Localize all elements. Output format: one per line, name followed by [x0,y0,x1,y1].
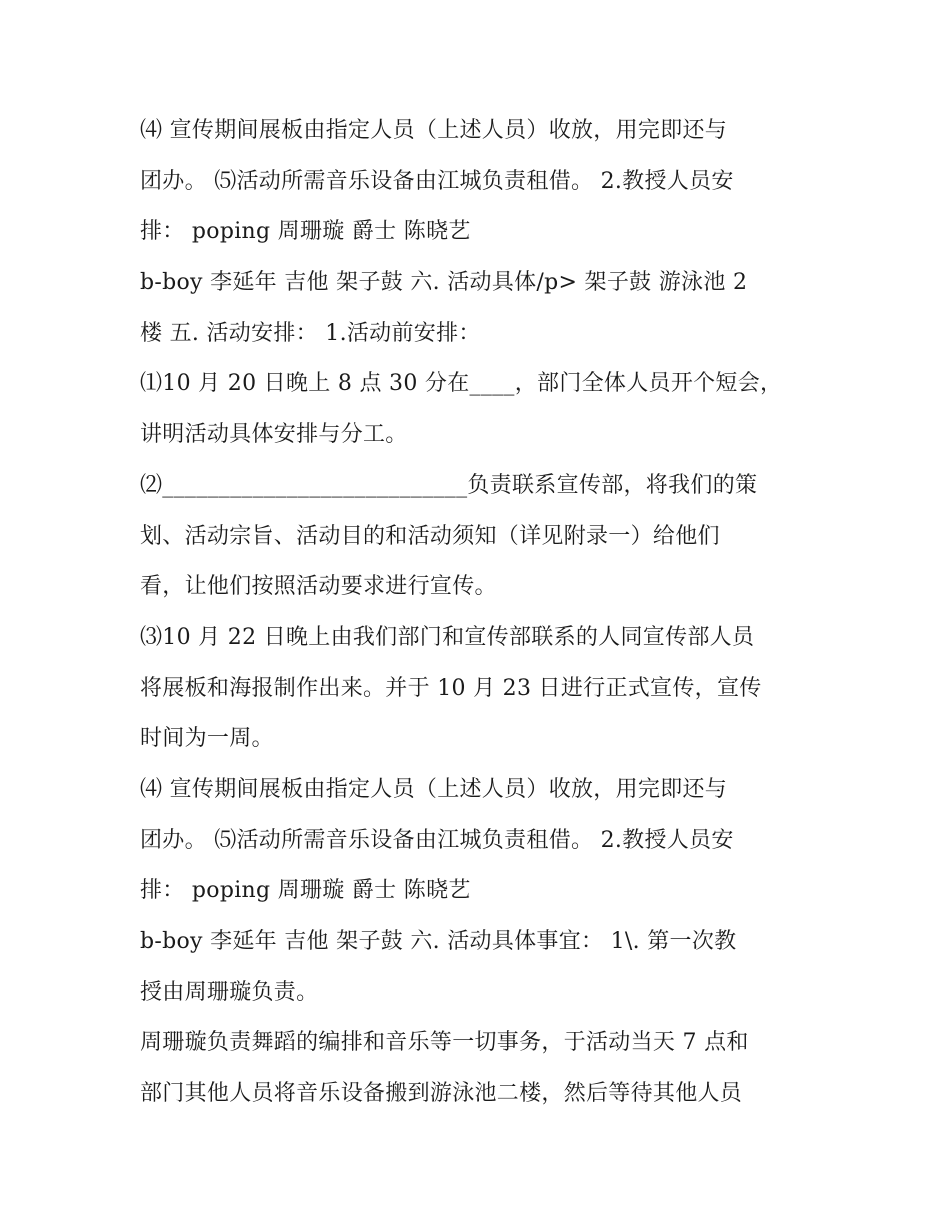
document-body [140,106,820,1120]
text-line: 团办。 ⑸活动所需音乐设备由江城负责租借。 2.教授人员安 [140,168,734,194]
text-line: ⑷ 宣传期间展板由指定人员（上述人员）收放，用完即还与 [140,118,728,143]
text-line: 时间为一周。 [140,726,274,752]
text-line: 看，让他们按照活动要求进行宣传。 [140,574,497,600]
text-line: b-boy 李延年 吉他 架子鼓 六. 活动具体事宜： 1\. 第一次教 [140,929,737,954]
text-line: ⑷ 宣传期间展板由指定人员（上述人员）收放，用完即还与 [140,776,728,802]
text-line: 楼 五. 活动安排： 1.活动前安排： [140,320,481,346]
text-line: 部门其他人员将音乐设备搬到游泳池二楼，然后等待其他人员 [140,1081,743,1107]
text-line: 授由周珊璇负责。 [140,979,319,1005]
text-line: 团办。 ⑸活动所需音乐设备由江城负责租借。 2.教授人员安 [140,827,734,853]
text-line: b-boy 李延年 吉他 架子鼓 六. 活动具体/p> 架子鼓 游泳池 2 [140,270,748,296]
text-line: 讲明活动具体安排与分工。 [140,422,408,448]
text-line: 排： poping 周珊璇 爵士 陈晓艺 [140,219,471,245]
text-line: 划、活动宗旨、活动目的和活动须知（详见附录一）给他们 [140,523,720,549]
text-line: 周珊璇负责舞蹈的编排和音乐等一切事务，于活动当天 7 点和 [140,1030,749,1056]
text-line: 排： poping 周珊璇 爵士 陈晓艺 [140,878,471,904]
text-line: ⑴10 月 20 日晚上 8 点 30 分在____，部门全体人员开个短会， [140,371,783,397]
text-line: ⑶10 月 22 日晚上由我们部门和宣传部联系的人同宣传部人员 [140,624,755,650]
text-line: ⑵___________________________负责联系宣传部，将我们的策 [140,472,758,498]
text-line: 将展板和海报制作出来。并于 10 月 23 日进行正式宣传，宣传 [140,675,762,701]
